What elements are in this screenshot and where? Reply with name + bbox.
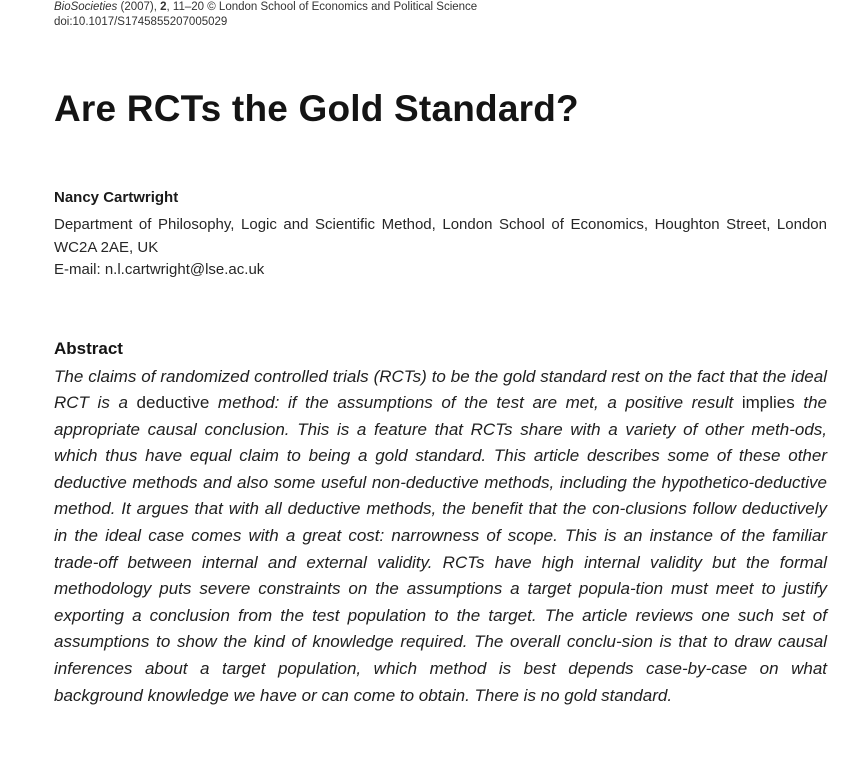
author-affiliation: Department of Philosophy, Logic and Scientific Method, London School of Economics, Houghton Street, London WC2A 2AE, UK — [54, 216, 827, 256]
journal-name: BioSocieties — [54, 1, 118, 13]
abstract-text-part-3: the appropriate causal conclusion. This is a feature that RCTs share with a variety of other meth-ods, which thus have equal claim to being a gold standard. This article describes some of these other deductive methods and also some useful non-deductive methods, including the hypothetico-deductive method. It argues that with all deductive methods, the benefit that the con-clusions follow deductively in the ideal case comes with a great cost: narrowness of scope. This is an instance of the familiar trade-off between internal and external validity. RCTs have high internal validity but the formal methodology puts severe constraints on the assumptions a target popula-tion must meet to justify exporting a conclusion from the test population to the target. The article reviews one such set of assumptions to show the kind of knowledge required. The overall conclu-sion is that to draw causal inferences about a target population, which method is best depends case-by-case on what background knowledge we have or can come to obtain. There is no gold standard. — [54, 393, 827, 705]
journal-pages-copyright: , 11–20 © London School of Economics and Political Science — [166, 1, 478, 13]
abstract-text-part-1: The claims of randomized controlled trials (RCTs) to be the gold standard rest on the fact that the ideal RCT is a — [54, 366, 827, 413]
abstract-emphasis-deductive: deductive — [136, 393, 210, 413]
journal-citation-line — [54, 0, 827, 15]
abstract-text — [54, 364, 827, 710]
abstract-emphasis-implies: implies — [741, 393, 795, 413]
abstract-heading: Abstract — [54, 338, 123, 358]
abstract-text-part-2: method: if the assumptions of the test are met, a positive result — [209, 393, 742, 413]
author-email: E-mail: n.l.cartwright@lse.ac.uk — [54, 261, 265, 278]
article-title: Are RCTs the Gold Standard? — [54, 88, 579, 129]
article-first-page — [54, 0, 827, 726]
doi-line: doi:10.1017/S1745855207005029 — [54, 16, 228, 28]
journal-year: (2007), — [120, 1, 157, 13]
author-name: Nancy Cartwright — [54, 189, 179, 206]
journal-volume: 2 — [160, 1, 167, 13]
